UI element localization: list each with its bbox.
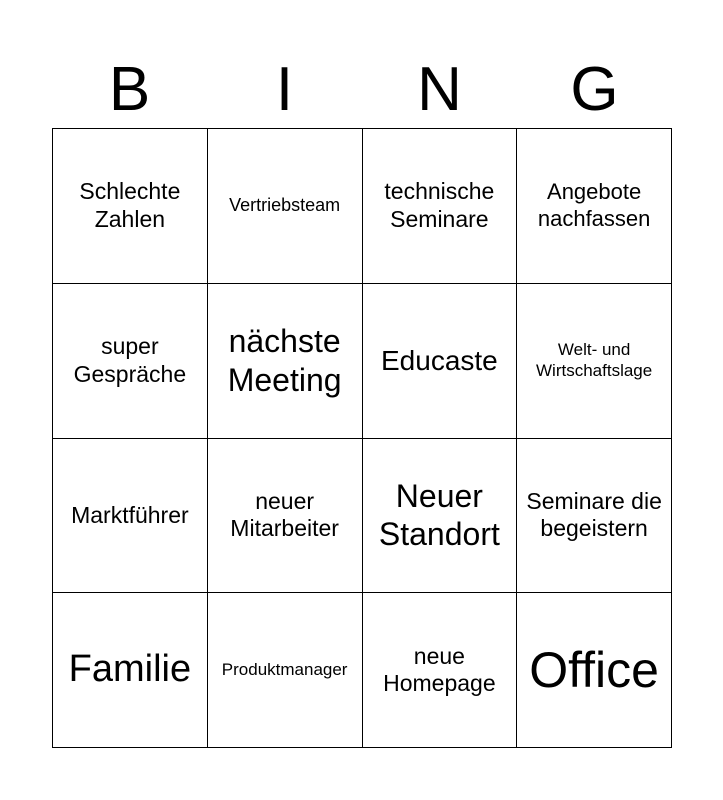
bingo-grid [52, 128, 672, 748]
bingo-cell[interactable]: Marktführer [53, 439, 208, 594]
header-letter-g: G [570, 55, 619, 124]
header-letter-i: I [275, 55, 294, 124]
bingo-cell[interactable]: Angebote nachfassen [517, 129, 672, 284]
bingo-cell[interactable]: Educaste [363, 284, 518, 439]
bingo-cell[interactable]: Office [517, 593, 672, 748]
bingo-header [52, 52, 672, 128]
bingo-cell[interactable]: Produktmanager [208, 593, 363, 748]
bingo-cell[interactable]: Seminare die begeistern [517, 439, 672, 594]
bingo-cell[interactable]: Vertriebsteam [208, 129, 363, 284]
header-letter-n: N [417, 55, 462, 124]
bingo-cell[interactable]: technische Seminare [363, 129, 518, 284]
bingo-cell[interactable]: Familie [53, 593, 208, 748]
bingo-cell[interactable]: Neuer Standort [363, 439, 518, 594]
bingo-cell[interactable]: super Gespräche [53, 284, 208, 439]
bingo-cell[interactable]: nächste Meeting [208, 284, 363, 439]
bingo-cell[interactable]: neue Homepage [363, 593, 518, 748]
bingo-cell[interactable]: neuer Mitarbeiter [208, 439, 363, 594]
bingo-cell[interactable]: Schlechte Zahlen [53, 129, 208, 284]
header-letter-b: B [108, 55, 151, 124]
bingo-cell[interactable]: Welt- und Wirtschaftslage [517, 284, 672, 439]
